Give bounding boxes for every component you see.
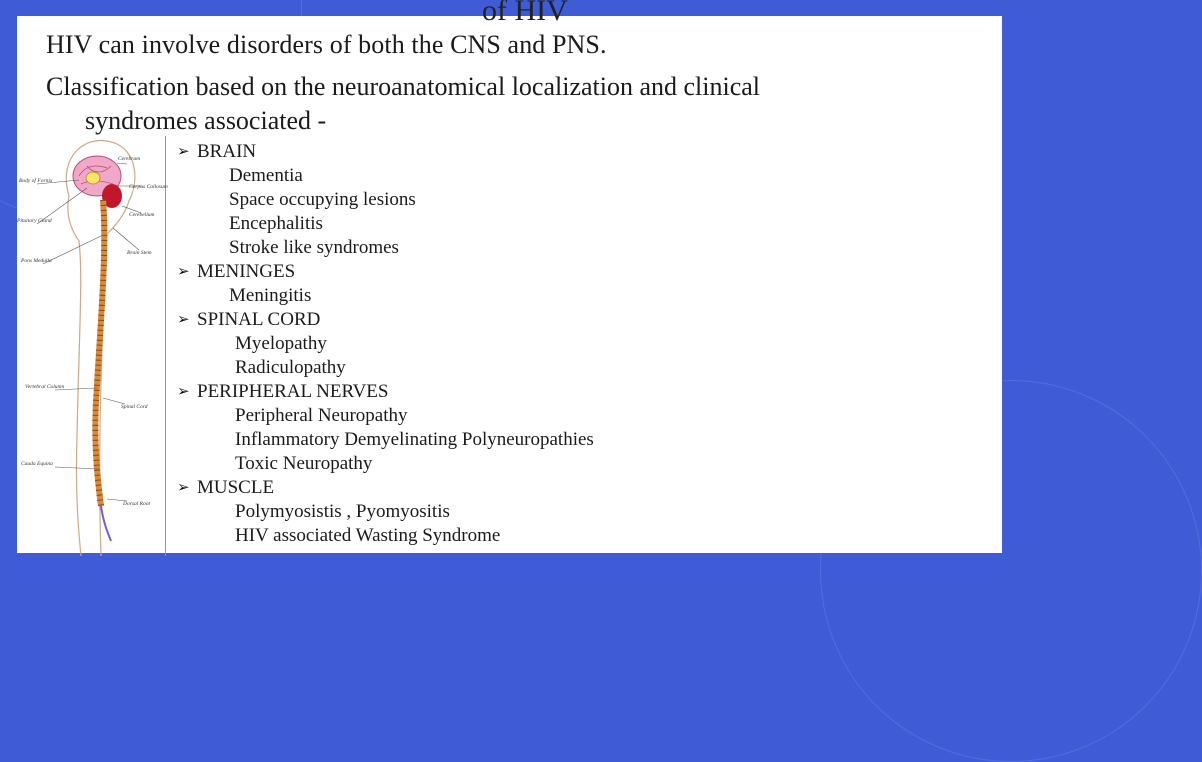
list-item: Polymyosistis , Pyomyositis	[235, 501, 450, 522]
figure-label: Body of Fornix	[19, 178, 53, 184]
slide-title-cut: of HIV	[482, 0, 568, 27]
label-leaders	[37, 163, 142, 501]
list-item: Dementia	[229, 165, 303, 186]
figure-label: Cerebellum	[129, 212, 155, 218]
category-peripheral-nerves	[177, 380, 594, 404]
category-brain	[177, 140, 594, 164]
figure-label: Pituitary Gland	[17, 218, 52, 224]
nervous-system-figure	[17, 136, 166, 556]
figure-label: Dorsal Root	[123, 501, 151, 507]
classification-line: Classification based on the neuroanatomical localization and clinical	[46, 72, 761, 101]
list-item: Radiculopathy	[235, 357, 346, 378]
category-label: MENINGES	[197, 261, 296, 282]
list-item: Toxic Neuropathy	[235, 453, 373, 474]
list-item: Meningitis	[229, 285, 312, 306]
corpus-shape	[86, 172, 100, 184]
category-spinal-cord	[177, 308, 594, 332]
arrow-bullet-icon: ➢	[177, 480, 190, 496]
slide	[17, 0, 1002, 553]
figure-label: Cauda Equina	[21, 461, 53, 467]
category-label: MUSCLE	[197, 477, 275, 498]
category-muscle	[177, 476, 594, 500]
figure-label: Cerebrum	[118, 156, 141, 162]
cauda-equina	[101, 506, 111, 541]
list-item: HIV associated Wasting Syndrome	[235, 525, 501, 546]
figure-label: Spinal Cord	[121, 404, 148, 410]
list-item: Peripheral Neuropathy	[235, 405, 408, 426]
category-label: SPINAL CORD	[197, 309, 321, 330]
arrow-bullet-icon: ➢	[177, 264, 190, 280]
list-item: Space occupying lesions	[229, 189, 416, 210]
category-label: PERIPHERAL NERVES	[197, 381, 389, 402]
intro-line: HIV can involve disorders of both the CNS and PNS.	[46, 30, 607, 59]
list-item: Inflammatory Demyelinating Polyneuropathies	[235, 429, 594, 450]
classification-line-continued: syndromes associated -	[85, 106, 327, 135]
list-item: Stroke like syndromes	[229, 237, 399, 258]
figure-label: Pons Medulla	[21, 258, 52, 264]
figure-label: Vertebral Column	[25, 384, 65, 390]
arrow-bullet-icon: ➢	[177, 384, 190, 400]
figure-label: Brain Stem	[127, 250, 152, 256]
category-label: BRAIN	[197, 141, 257, 162]
nervous-system-illustration	[17, 136, 168, 556]
list-item: Myelopathy	[235, 333, 327, 354]
figure-label: Corpus Callosum	[129, 184, 168, 190]
list-item: Encephalitis	[229, 213, 323, 234]
category-meninges	[177, 260, 594, 284]
back-outline	[68, 196, 81, 556]
arrow-bullet-icon: ➢	[177, 144, 190, 160]
syndrome-list	[177, 140, 594, 548]
arrow-bullet-icon: ➢	[177, 312, 190, 328]
